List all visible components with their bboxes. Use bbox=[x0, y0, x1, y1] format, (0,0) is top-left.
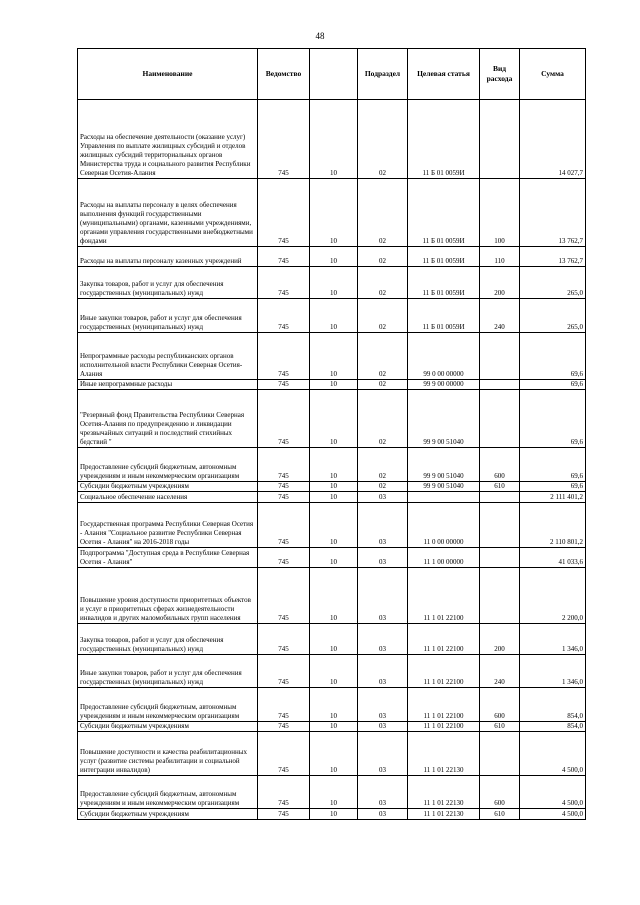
row-target-article: 99 9 00 51040 bbox=[408, 390, 480, 448]
row-department: 745 bbox=[258, 655, 310, 688]
row-subsection: 02 bbox=[358, 267, 408, 299]
row-target-article: 11 Б 01 0059И bbox=[408, 299, 480, 333]
row-department: 745 bbox=[258, 624, 310, 655]
row-section: 10 bbox=[310, 390, 358, 448]
row-amount: 854,0 bbox=[520, 688, 586, 722]
row-expense-type bbox=[480, 492, 520, 503]
row-subsection: 03 bbox=[358, 503, 408, 548]
row-section: 10 bbox=[310, 299, 358, 333]
row-department: 745 bbox=[258, 776, 310, 809]
row-name: Непрограммные расходы республиканских органов исполнительной власти Республики Северная Осетия-Алания bbox=[78, 333, 258, 380]
row-target-article: 11 Б 01 0059И bbox=[408, 100, 480, 179]
row-subsection: 03 bbox=[358, 568, 408, 624]
row-amount: 69,6 bbox=[520, 380, 586, 390]
row-target-article: 11 1 01 22130 bbox=[408, 732, 480, 776]
row-subsection: 03 bbox=[358, 655, 408, 688]
row-subsection: 03 bbox=[358, 776, 408, 809]
row-expense-type: 110 bbox=[480, 247, 520, 267]
row-target-article: 11 Б 01 0059И bbox=[408, 247, 480, 267]
row-amount: 4 500,0 bbox=[520, 732, 586, 776]
row-department: 745 bbox=[258, 568, 310, 624]
row-section: 10 bbox=[310, 503, 358, 548]
row-expense-type: 610 bbox=[480, 809, 520, 820]
page-number: 48 bbox=[315, 31, 325, 41]
row-subsection: 03 bbox=[358, 722, 408, 732]
table-row bbox=[78, 100, 586, 179]
row-name: Расходы на выплаты персоналу в целях обеспечения выполнения функций государственными (муниципальными) органами, казенными учреждениями, органами управления государственными внебюджетными фондами bbox=[78, 179, 258, 247]
row-expense-type: 240 bbox=[480, 655, 520, 688]
row-name: Иные закупки товаров, работ и услуг для обеспечения государственных (муниципальных) нужд bbox=[78, 299, 258, 333]
table-row bbox=[78, 333, 586, 380]
row-department: 745 bbox=[258, 688, 310, 722]
row-amount: 69,6 bbox=[520, 333, 586, 380]
row-expense-type: 240 bbox=[480, 299, 520, 333]
row-target-article bbox=[408, 492, 480, 503]
row-target-article: 11 1 01 22100 bbox=[408, 624, 480, 655]
table-row bbox=[78, 299, 586, 333]
row-name: Государственная программа Республики Северная Осетия - Алания "Социальное развитие Республики Северная Осетия - Алания" на 2016-2018 годы bbox=[78, 503, 258, 548]
row-subsection: 02 bbox=[358, 390, 408, 448]
row-expense-type bbox=[480, 548, 520, 568]
row-name: Иные непрограммные расходы bbox=[78, 380, 258, 390]
row-section: 10 bbox=[310, 624, 358, 655]
row-section: 10 bbox=[310, 568, 358, 624]
row-amount: 1 346,0 bbox=[520, 624, 586, 655]
row-amount: 2 111 401,2 bbox=[520, 492, 586, 503]
row-name: Повышение доступности и качества реабилитационных услуг (развитие системы реабилитации и социальной интеграции инвалидов) bbox=[78, 732, 258, 776]
row-subsection: 02 bbox=[358, 179, 408, 247]
row-subsection: 03 bbox=[358, 688, 408, 722]
header-subsection: Подраздел bbox=[358, 49, 408, 100]
table-header-row bbox=[78, 49, 586, 100]
row-amount: 4 500,0 bbox=[520, 809, 586, 820]
row-department: 745 bbox=[258, 267, 310, 299]
row-name: Предоставление субсидий бюджетным, автономным учреждениям и иным некоммерческим организациям bbox=[78, 688, 258, 722]
row-name: Подпрограмма "Доступная среда в Республике Северная Осетия - Алания" bbox=[78, 548, 258, 568]
row-department: 745 bbox=[258, 100, 310, 179]
row-target-article: 99 0 00 00000 bbox=[408, 333, 480, 380]
row-target-article: 11 1 01 22100 bbox=[408, 655, 480, 688]
row-name: Предоставление субсидий бюджетным, автономным учреждениям и иным некоммерческим организациям bbox=[78, 776, 258, 809]
row-section: 10 bbox=[310, 732, 358, 776]
table-row bbox=[78, 482, 586, 492]
row-amount: 69,6 bbox=[520, 482, 586, 492]
row-amount: 4 500,0 bbox=[520, 776, 586, 809]
row-expense-type bbox=[480, 380, 520, 390]
row-expense-type: 600 bbox=[480, 448, 520, 482]
table-row bbox=[78, 492, 586, 503]
header-expense-type: Вид расхода bbox=[480, 49, 520, 100]
table-row bbox=[78, 247, 586, 267]
row-department: 745 bbox=[258, 247, 310, 267]
row-section: 10 bbox=[310, 688, 358, 722]
header-target-article: Целевая статья bbox=[408, 49, 480, 100]
row-name: Повышение уровня доступности приоритетных объектов и услуг в приоритетных сферах жизнедеятельности инвалидов и других маломобильных групп населения bbox=[78, 568, 258, 624]
row-target-article: 11 1 01 22130 bbox=[408, 809, 480, 820]
row-name: Расходы на выплаты персоналу казенных учреждений bbox=[78, 247, 258, 267]
row-department: 745 bbox=[258, 809, 310, 820]
row-target-article: 11 1 01 22100 bbox=[408, 688, 480, 722]
row-amount: 265,0 bbox=[520, 299, 586, 333]
row-amount: 13 762,7 bbox=[520, 247, 586, 267]
row-target-article: 99 9 00 51040 bbox=[408, 482, 480, 492]
row-amount: 69,6 bbox=[520, 448, 586, 482]
row-expense-type: 610 bbox=[480, 722, 520, 732]
row-expense-type bbox=[480, 503, 520, 548]
row-section: 10 bbox=[310, 548, 358, 568]
row-expense-type: 600 bbox=[480, 688, 520, 722]
row-section: 10 bbox=[310, 448, 358, 482]
row-target-article: 11 1 01 22100 bbox=[408, 722, 480, 732]
table-row bbox=[78, 655, 586, 688]
row-section: 10 bbox=[310, 482, 358, 492]
table-row bbox=[78, 624, 586, 655]
row-name: "Резервный фонд Правительства Республики Северная Осетия-Алания по предупреждению и ликвидации чрезвычайных ситуаций и последствий стихийных бедствий " bbox=[78, 390, 258, 448]
row-department: 745 bbox=[258, 179, 310, 247]
row-target-article: 11 1 01 22130 bbox=[408, 776, 480, 809]
row-department: 745 bbox=[258, 503, 310, 548]
row-target-article: 99 9 00 51040 bbox=[408, 448, 480, 482]
row-section: 10 bbox=[310, 776, 358, 809]
row-subsection: 02 bbox=[358, 100, 408, 179]
table-row bbox=[78, 809, 586, 820]
row-amount: 265,0 bbox=[520, 267, 586, 299]
row-section: 10 bbox=[310, 267, 358, 299]
row-expense-type bbox=[480, 100, 520, 179]
row-name: Закупка товаров, работ и услуг для обеспечения государственных (муниципальных) нужд bbox=[78, 624, 258, 655]
row-target-article: 99 9 00 00000 bbox=[408, 380, 480, 390]
row-expense-type: 600 bbox=[480, 776, 520, 809]
table-row bbox=[78, 390, 586, 448]
row-amount: 2 200,0 bbox=[520, 568, 586, 624]
row-department: 745 bbox=[258, 722, 310, 732]
row-target-article: 11 1 01 22100 bbox=[408, 568, 480, 624]
row-amount: 14 027,7 bbox=[520, 100, 586, 179]
row-department: 745 bbox=[258, 548, 310, 568]
row-section: 10 bbox=[310, 380, 358, 390]
row-name: Закупка товаров, работ и услуг для обеспечения государственных (муниципальных) нужд bbox=[78, 267, 258, 299]
row-amount: 2 110 801,2 bbox=[520, 503, 586, 548]
row-section: 10 bbox=[310, 247, 358, 267]
row-name: Предоставление субсидий бюджетным, автономным учреждениям и иным некоммерческим организациям bbox=[78, 448, 258, 482]
table-row bbox=[78, 732, 586, 776]
table-row bbox=[78, 448, 586, 482]
row-expense-type bbox=[480, 732, 520, 776]
row-department: 745 bbox=[258, 448, 310, 482]
row-subsection: 03 bbox=[358, 548, 408, 568]
row-department: 745 bbox=[258, 299, 310, 333]
row-subsection: 02 bbox=[358, 380, 408, 390]
row-section: 10 bbox=[310, 179, 358, 247]
row-name: Субсидии бюджетным учреждениям bbox=[78, 809, 258, 820]
row-department: 745 bbox=[258, 492, 310, 503]
row-subsection: 03 bbox=[358, 624, 408, 655]
row-section: 10 bbox=[310, 333, 358, 380]
row-amount: 854,0 bbox=[520, 722, 586, 732]
row-subsection: 02 bbox=[358, 482, 408, 492]
header-section bbox=[310, 49, 358, 100]
row-target-article: 11 Б 01 0059И bbox=[408, 179, 480, 247]
row-expense-type: 200 bbox=[480, 624, 520, 655]
row-target-article: 11 Б 01 0059И bbox=[408, 267, 480, 299]
table-row bbox=[78, 688, 586, 722]
row-section: 10 bbox=[310, 809, 358, 820]
row-target-article: 11 0 00 00000 bbox=[408, 503, 480, 548]
table-row bbox=[78, 776, 586, 809]
table-row bbox=[78, 568, 586, 624]
row-section: 10 bbox=[310, 722, 358, 732]
row-subsection: 03 bbox=[358, 492, 408, 503]
row-section: 10 bbox=[310, 655, 358, 688]
row-subsection: 02 bbox=[358, 448, 408, 482]
row-subsection: 02 bbox=[358, 333, 408, 380]
row-name: Субсидии бюджетным учреждениям bbox=[78, 482, 258, 492]
row-expense-type bbox=[480, 390, 520, 448]
row-section: 10 bbox=[310, 100, 358, 179]
table-row bbox=[78, 503, 586, 548]
row-amount: 41 033,6 bbox=[520, 548, 586, 568]
row-expense-type bbox=[480, 333, 520, 380]
budget-table bbox=[77, 48, 586, 820]
row-department: 745 bbox=[258, 380, 310, 390]
row-expense-type: 200 bbox=[480, 267, 520, 299]
table-row bbox=[78, 267, 586, 299]
row-expense-type bbox=[480, 568, 520, 624]
row-name: Субсидии бюджетным учреждениям bbox=[78, 722, 258, 732]
row-name: Иные закупки товаров, работ и услуг для обеспечения государственных (муниципальных) нужд bbox=[78, 655, 258, 688]
row-subsection: 03 bbox=[358, 809, 408, 820]
row-amount: 69,6 bbox=[520, 390, 586, 448]
row-amount: 13 762,7 bbox=[520, 179, 586, 247]
table-row bbox=[78, 179, 586, 247]
row-department: 745 bbox=[258, 482, 310, 492]
table-row bbox=[78, 380, 586, 390]
row-section: 10 bbox=[310, 492, 358, 503]
row-name: Расходы на обеспечение деятельности (оказание услуг) Управления по выплате жилищных субсидий и отделов жилищных субсидий территориальных органов Министерства труда и социального развития Республики Северная Осетия-Алания bbox=[78, 100, 258, 179]
row-department: 745 bbox=[258, 390, 310, 448]
row-expense-type: 100 bbox=[480, 179, 520, 247]
row-expense-type: 610 bbox=[480, 482, 520, 492]
header-name: Наименование bbox=[78, 49, 258, 100]
row-target-article: 11 1 00 00000 bbox=[408, 548, 480, 568]
row-name: Социальное обеспечение населения bbox=[78, 492, 258, 503]
row-subsection: 02 bbox=[358, 247, 408, 267]
row-department: 745 bbox=[258, 333, 310, 380]
row-department: 745 bbox=[258, 732, 310, 776]
header-amount: Сумма bbox=[520, 49, 586, 100]
table-row bbox=[78, 722, 586, 732]
row-subsection: 02 bbox=[358, 299, 408, 333]
row-amount: 1 346,0 bbox=[520, 655, 586, 688]
header-department: Ведомство bbox=[258, 49, 310, 100]
table-row bbox=[78, 548, 586, 568]
row-subsection: 03 bbox=[358, 732, 408, 776]
